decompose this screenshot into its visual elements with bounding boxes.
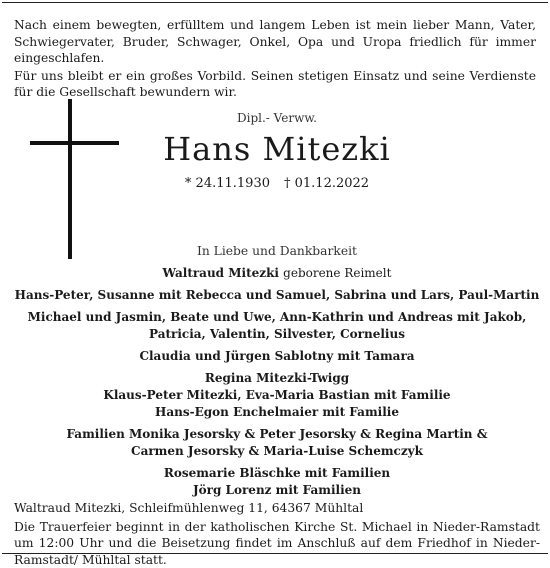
mourning-phrase: In Liebe und Dankbarkeit [2, 244, 550, 258]
contact-address: Waltraud Mitezki, Schleifmühlenweg 11, 64367 Mühltal [14, 500, 540, 517]
mourner-line: Michael und Jasmin, Beate und Uwe, Ann-Kathrin und Andreas mit Jakob, [2, 309, 550, 326]
death-date: † 01.12.2022 [284, 176, 369, 191]
intro-text [14, 17, 536, 101]
mourner-line: Carmen Jesorsky & Maria-Luise Schemczyk [2, 443, 550, 460]
mourner-line: Rosemarie Bläschke mit Familien [2, 465, 550, 482]
mourner-line: Claudia und Jürgen Sablotny mit Tamara [2, 348, 550, 365]
mourner-line: Patricia, Valentin, Silvester, Cornelius [2, 326, 550, 343]
deceased-name: Hans Mitezki [2, 130, 550, 168]
intro-paragraph-1: Nach einem bewegten, erfülltem und langem Leben ist mein lieber Mann, Vater, Schwiegervater, Bruder, Schwager, Onkel, Opa und Uropa friedlich für immer eingeschlafen. [14, 17, 536, 67]
academic-title: Dipl.- Verww. [2, 111, 550, 125]
birth-date: * 24.11.1930 [185, 176, 270, 191]
obituary-notice [2, 2, 548, 554]
life-dates [2, 176, 550, 191]
intro-paragraph-2: Für uns bleibt er ein großes Vorbild. Seinen stetigen Einsatz und seine Verdienste für die Gesellschaft bewundern wir. [14, 68, 536, 101]
mourner-line: Klaus-Peter Mitezki, Eva-Maria Bastian mit Familie [2, 387, 550, 404]
mourner-line: Familien Monika Jesorsky & Peter Jesorsky & Regina Martin & [2, 426, 550, 443]
footer-info [14, 500, 540, 568]
mourner-line: Jörg Lorenz mit Familien [2, 482, 550, 499]
mourner-line: Regina Mitezki-Twigg [2, 370, 550, 387]
mourner-line [2, 265, 550, 282]
mourners-list [2, 265, 550, 499]
ceremony-info: Die Trauerfeier beginnt in der katholischen Kirche St. Michael in Nieder-Ramstadt um 12:00 Uhr und die Beisetzung findet im Anschluß auf dem Friedhof in Nieder-Ramstadt/ Mühltal statt. [14, 519, 540, 568]
mourner-line: Hans-Peter, Susanne mit Rebecca und Samuel, Sabrina und Lars, Paul-Martin [2, 287, 550, 304]
widow-maiden-name: geborene Reimelt [283, 266, 391, 280]
widow-name: Waltraud Mitezki [163, 266, 279, 280]
mourner-line: Hans-Egon Enchelmaier mit Familie [2, 404, 550, 421]
